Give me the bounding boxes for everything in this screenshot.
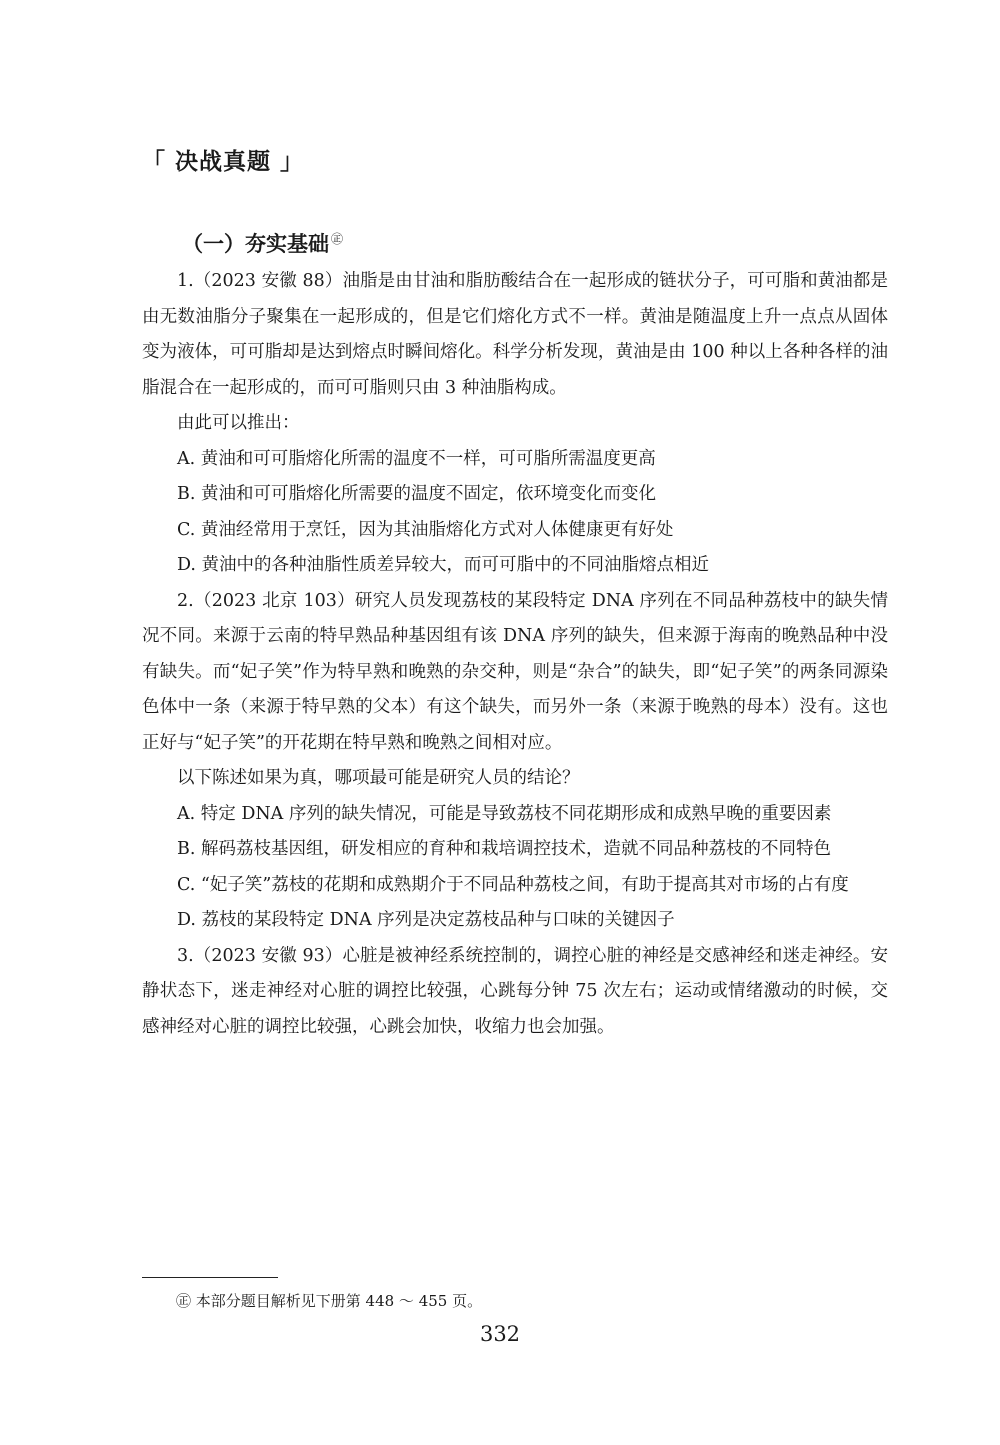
question-2-option-b: B. 解码荔枝基因组，研发相应的育种和栽培调控技术，造就不同品种荔枝的不同特色 <box>177 839 831 859</box>
question-2-option-d: D. 荔枝的某段特定 DNA 序列是决定荔枝品种与口味的关键因子 <box>177 910 675 930</box>
question-2-option-a: A. 特定 DNA 序列的缺失情况，可能是导致荔枝不同花期形成和成熟早晚的重要因素 <box>177 803 832 824</box>
footnote: ㊣ 本部分题目解析见下册第 448 ～ 455 页。 <box>176 1292 483 1310</box>
question-1-option-d: D. 黄油中的各种油脂性质差异较大，而可可脂中的不同油脂熔点相近 <box>177 555 710 575</box>
question-1-stem: 1.（2023 安徽 88）油脂是由甘油和脂肪酸结合在一起形成的链状分子，可可脂和黄油都是由无数油脂分子聚集在一起形成的，但是它们熔化方式不一样。黄油是随温度上升一点点从固体变为液体，可可脂却是达到熔点时瞬间熔化。科学分析发现，黄油是由 100 种以上各种各样的油脂混合在一起形成的，而可可脂则只由 3 种油脂构成。 <box>142 271 888 398</box>
section-title: 「 决战真题 」 <box>142 149 305 175</box>
question-1-option-a: A. 黄油和可可脂熔化所需的温度不一样，可可脂所需温度更高 <box>177 448 656 469</box>
sub-title-text: （一）夯实基础 <box>182 232 329 256</box>
question-3-stem: 3.（2023 安徽 93）心脏是被神经系统控制的，调控心脏的神经是交感神经和迷走神经。安静状态下，迷走神经对心脏的调控比较强，心跳每分钟 75 次左右；运动或情绪激动的时候，交感神经对心脏的调控比较强，心跳会加快，收缩力也会加强。 <box>142 945 888 1037</box>
question-2-stem: 2.（2023 北京 103）研究人员发现荔枝的某段特定 DNA 序列在不同品种荔枝中的缺失情况不同。来源于云南的特早熟品种基因组有该 DNA 序列的缺失，但来源于海南的晚熟品种中没有缺失。而“妃子笑”作为特早熟和晚熟的杂交种，则是“杂合”的缺失，即“妃子笑”的两条同源染色体中一条（来源于特早熟的父本）有这个缺失，而另外一条（来源于晚熟的母本）没有。这也正好与“妃子笑”的开花期在特早熟和晚熟之间相对应。 <box>142 590 888 753</box>
body-text <box>142 264 888 1045</box>
question-1-option-c: C. 黄油经常用于烹饪，因为其油脂熔化方式对人体健康更有好处 <box>177 519 674 540</box>
footnote-divider <box>142 1277 278 1278</box>
question-1-prompt: 由此可以推出： <box>177 413 300 433</box>
page-number: 332 <box>479 1322 521 1346</box>
question-1-option-b: B. 黄油和可可脂熔化所需要的温度不固定，依环境变化而变化 <box>177 484 656 504</box>
question-2-option-c: C. “妃子笑”荔枝的花期和成熟期介于不同品种荔枝之间，有助于提高其对市场的占有度 <box>177 874 849 895</box>
sub-title <box>182 228 343 258</box>
question-2-prompt: 以下陈述如果为真，哪项最可能是研究人员的结论？ <box>177 768 580 788</box>
footnote-mark-icon: ㊣ <box>331 232 344 246</box>
